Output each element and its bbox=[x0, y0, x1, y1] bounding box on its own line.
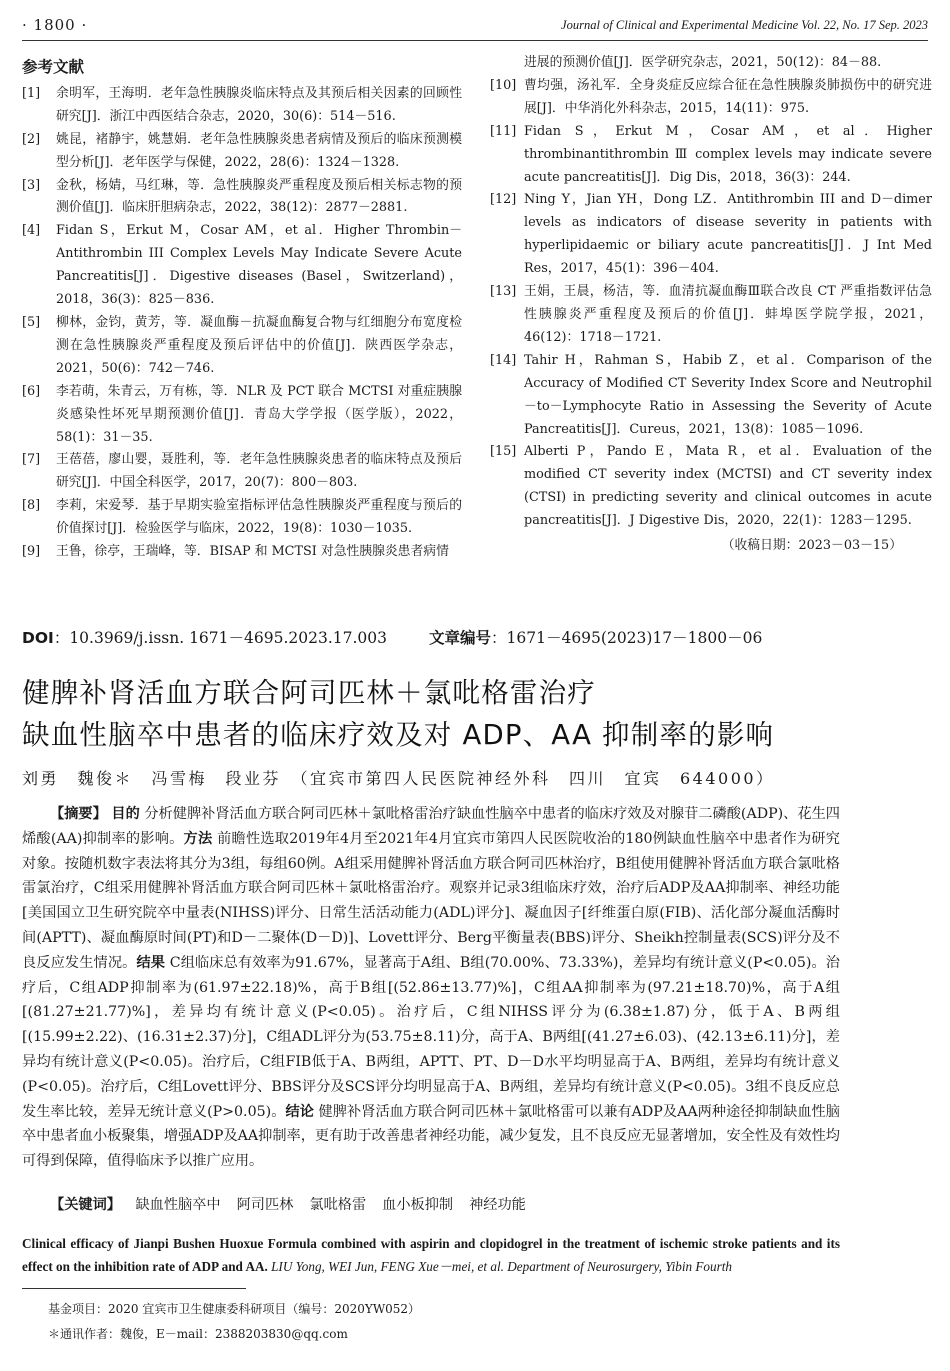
reference-text: 李莉，宋爱琴．基于早期实验室指标评估急性胰腺炎严重程度与预后的价值探讨[J]．检验医学与临床，2022，19(8)：1030－1035. bbox=[56, 498, 462, 537]
english-title bbox=[22, 1232, 840, 1278]
title-line-1: 健脾补肾活血方联合阿司匹林＋氯吡格雷治疗 bbox=[22, 677, 596, 709]
method-text: 前瞻性选取2019年4月至2021年4月宜宾市第四人民医院收治的180例缺血性脑卒中患者作为研究对象。按随机数字表法将其分为3组，每组60例。A组采用健脾补肾活血方联合阿司匹林治疗，B组使用健脾补肾活血方联合氯吡格雷氯治疗，C组采用健脾补肾活血方联合阿司匹林＋氯吡格雷治疗。观察并记录3组临床疗效，治疗后ADP及AA抑制率、神经功能[美国国立卫生研究院卒中量表(NIHSS)评分、日常生活活动能力(ADL)评分]、凝血因子[纤维蛋白原(FIB)、活化部分凝血活酶时间(APTT)、凝血酶原时间(PT)和D－二聚体(D－D)]、Lovett评分、Berg平衡量表(BBS)评分、Sheikh控制量表(SCS)评分及不良反应发生情况。 bbox=[22, 830, 840, 971]
reference-text: 王鲁，徐亭，王瑞峰，等．BISAP 和 MCTSI 对急性胰腺炎患者病情 bbox=[56, 544, 449, 560]
keyword: 阿司匹林 bbox=[236, 1197, 294, 1213]
doi-line bbox=[22, 626, 762, 648]
reference-text: 柳林，金钧，黄芳，等．凝血酶－抗凝血酶复合物与红细胞分布宽度检测在急性胰腺炎严重程度及预后评估中的价值[J]．陕西医学杂志，2021，50(6)：742－746. bbox=[56, 314, 462, 376]
doi-value: ：10.3969/j.issn. 1671－4695.2023.17.003 bbox=[53, 629, 387, 647]
reference-item bbox=[22, 83, 462, 129]
reference-item bbox=[490, 441, 932, 533]
journal-name: Journal of Clinical and Experimental Medicine Vol. 22, No. 17 Sep. 2023 bbox=[561, 18, 928, 32]
reference-text: Fidan S，Erkut M，Cosar AM，et al．Higher thrombinantithrombin Ⅲ complex levels may indicate severe acute pancreatitis[J]．Dig Dis，2018，36(3)：244. bbox=[524, 123, 932, 185]
objective-text: 分析健脾补肾活血方联合阿司匹林＋氯吡格雷治疗缺血性脑卒中患者的临床疗效及对腺苷二磷酸(ADP)、花生四烯酸(AA)抑制率的影响。 bbox=[22, 806, 840, 847]
page-number: · 1800 · bbox=[22, 16, 88, 34]
result-text: C组临床总有效率为91.67%，显著高于A组、B组(70.00%、73.33%)，差异均有统计意义(P<0.05)。治疗后，C组ADP抑制率为(61.97±22.18)%，高于B组[(52.86±13.77)%]，C组AA抑制率为(97.21±18.70)%，高于A组[(81.27±21.77)%]，差异均有统计意义(P<0.05)。治疗后，C组NIHSS评分为(6.38±1.87)分，低于A、B两组[(15.99±2.22)、(16.31±2.37)分]，C组ADL评分为(53.75±8.11)分，高于A、B两组[(41.27±6.03)、(42.13±6.11)分]，差异均有统计意义(P<0.05)。治疗后，C组FIB低于A、B两组，APTT、PT、D－D水平均明显高于A、B两组，差异均有统计意义(P<0.05)。治疗后，C组Lovett评分、BBS评分及SCS评分均明显高于A、B两组，差异均有统计意义(P<0.05)。3组不良反应总发生率比较，差异无统计意义(P>0.05)。 bbox=[22, 954, 840, 1120]
keyword: 缺血性脑卒中 bbox=[135, 1197, 221, 1213]
footnote-rule bbox=[22, 1288, 246, 1289]
keywords-line bbox=[50, 1194, 532, 1214]
abstract bbox=[22, 802, 840, 1174]
method-label: 方法 bbox=[183, 830, 213, 847]
header-rule bbox=[22, 40, 928, 41]
reference-number: [13] bbox=[490, 284, 517, 300]
reference-text: 余明军，王海明．老年急性胰腺炎临床特点及其预后相关因素的回顾性研究[J]．浙江中西医结合杂志，2020，30(6)：514－516. bbox=[56, 85, 462, 124]
reference-text: 曹均强，汤礼军．全身炎症反应综合征在急性胰腺炎肺损伤中的研究进展[J]．中华消化外科杂志，2015，14(11)：975. bbox=[524, 77, 932, 116]
reference-number: [3] bbox=[22, 177, 41, 193]
article-number-label: 文章编号 bbox=[429, 629, 492, 647]
reference-number: [12] bbox=[490, 192, 517, 208]
reference-text: 金秋，杨婧，马红琳，等．急性胰腺炎严重程度及预后相关标志物的预测价值[J]．临床肝胆病杂志，2022，38(12)：2877－2881. bbox=[56, 177, 462, 216]
reference-number: [6] bbox=[22, 383, 41, 399]
keywords-label: 【关键词】 bbox=[50, 1197, 121, 1213]
reference-text: 王蓓蓓，廖山婴，聂胜利，等．老年急性胰腺炎患者的临床特点及预后研究[J]．中国全科医学，2017，20(7)：800－803. bbox=[56, 452, 462, 491]
received-date: （收稿日期：2023－03－15） bbox=[721, 538, 902, 554]
reference-number: [4] bbox=[22, 223, 41, 239]
reference-text: Fidan S，Erkut M，Cosar AM，et al．Higher Thrombin－Antithrombin III Complex Levels May Indicate Severe Acute Pancreatitis[J]．Digestive diseases (Basel，Switzerland)，2018，36(3)：825－836. bbox=[56, 223, 462, 308]
reference-number: [10] bbox=[490, 77, 517, 93]
reference-number: [5] bbox=[22, 314, 41, 330]
reference-item bbox=[22, 381, 462, 450]
corresponding-author-footnote: ＊通讯作者：魏俊，E－mail：2388203830@qq.com bbox=[48, 1327, 348, 1341]
running-header bbox=[22, 16, 928, 40]
reference-text: 姚昆，褚静宇，姚慧娟．老年急性胰腺炎患者病情及预后的临床预测模型分析[J]．老年医学与保健，2022，28(6)：1324－1328. bbox=[56, 131, 462, 170]
reference-number: [8] bbox=[22, 498, 41, 514]
objective-label: 目的 bbox=[111, 806, 140, 822]
keyword: 神经功能 bbox=[469, 1197, 526, 1213]
keyword: 氯吡格雷 bbox=[309, 1197, 367, 1213]
article-title bbox=[22, 672, 932, 756]
reference-text: 李若萌，朱青云，万有栋，等．NLR 及 PCT 联合 MCTSI 对重症胰腺炎感染性坏死早期预测价值[J]．青岛大学学报（医学版），2022，58(1)：31－35. bbox=[56, 383, 462, 445]
reference-item bbox=[490, 189, 932, 281]
reference-text: 王娟，王晨，杨洁，等．血清抗凝血酶Ⅲ联合改良 CT 严重指数评估急性胰腺炎严重程度及预后的价值[J]．蚌埠医学院学报，2021，46(12)：1718－1721. bbox=[524, 284, 932, 345]
reference-number: [2] bbox=[22, 131, 41, 147]
reference-number: [14] bbox=[490, 352, 517, 368]
reference-item bbox=[22, 312, 462, 381]
english-author-meta: LIU Yong, WEI Jun, FENG Xue－mei, et al. Department of Neurosurgery, Yibin Fourth bbox=[271, 1259, 733, 1274]
reference-item bbox=[490, 75, 932, 121]
reference-item bbox=[22, 175, 462, 221]
reference-text: Alberti P，Pando E，Mata R，et al．Evaluation of the modified CT severity index (MCTSI) and CT severity index (CTSI) in predicting severity and clinical outcomes in acute pancreatitis[J]．J Digestive Dis，2020，22(1)：1283－1295. bbox=[524, 444, 932, 529]
conclusion-label: 结论 bbox=[285, 1103, 314, 1120]
reference-text: Ning Y，Jian YH，Dong LZ．Antithrombin III and D－dimer levels as indicators of disease severity in patients with hyperlipidaemic or biliary acute pancreatitis[J]．J Int Med Res，2017，45(1)：396－404. bbox=[524, 192, 932, 277]
reference-item bbox=[490, 121, 932, 190]
references-heading: 参考文献 bbox=[22, 58, 85, 76]
reference-item bbox=[22, 541, 462, 564]
reference-number: [11] bbox=[490, 123, 517, 139]
reference-text: Tahir H，Rahman S，Habib Z，et al．Comparison of the Accuracy of Modified CT Severity Index Score and Neutrophil－to－Lymphocyte Ratio in Assessing the Severity of Acute Pancreatitis[J]．Cureus，2021，13(8)：1085－1096. bbox=[524, 352, 932, 437]
references-right-column bbox=[490, 52, 932, 558]
reference-item bbox=[22, 449, 462, 495]
reference-item bbox=[22, 220, 462, 312]
english-title-text: Clinical efficacy of Jianpi Bushen Huoxue Formula combined with aspirin and clopidogrel in the treatment of ischemic stroke patients and its effect on the inhibition rate of ADP and AA. bbox=[22, 1236, 840, 1274]
doi-label: DOI bbox=[22, 629, 54, 647]
article-number-value: ：1671－4695(2023)17－1800－06 bbox=[491, 629, 763, 647]
reference-number: [1] bbox=[22, 85, 41, 101]
authors-affiliation: 刘勇 魏俊＊ 冯雪梅 段业芬 （宜宾市第四人民医院神经外科 四川 宜宾 644000） bbox=[22, 769, 775, 788]
reference-number: [15] bbox=[490, 444, 517, 460]
reference-item bbox=[490, 350, 932, 442]
result-label: 结果 bbox=[136, 954, 166, 971]
title-line-2: 缺血性脑卒中患者的临床疗效及对 ADP、AA 抑制率的影响 bbox=[22, 719, 775, 751]
fund-footnote: 基金项目：2020 宜宾市卫生健康委科研项目（编号：2020YW052） bbox=[48, 1302, 421, 1316]
keyword: 血小板抑制 bbox=[382, 1197, 454, 1213]
abstract-label: 【摘要】 bbox=[50, 806, 107, 822]
references-left-column bbox=[22, 52, 462, 564]
reference-continuation: 进展的预测价值[J]．医学研究杂志，2021，50(12)：84－88. bbox=[524, 55, 882, 70]
reference-item bbox=[22, 495, 462, 541]
reference-item bbox=[22, 129, 462, 175]
reference-number: [7] bbox=[22, 452, 41, 468]
reference-number: [9] bbox=[22, 544, 41, 560]
reference-item bbox=[490, 281, 932, 350]
conclusion-text: 健脾补肾活血方联合阿司匹林＋氯吡格雷可以兼有ADP及AA两种途径抑制缺血性脑卒中患者血小板聚集，增强ADP及AA抑制率，更有助于改善患者神经功能，减少复发，且不良反应无显著增加，安全性及有效性均可得到保障，值得临床予以推广应用。 bbox=[22, 1103, 840, 1170]
